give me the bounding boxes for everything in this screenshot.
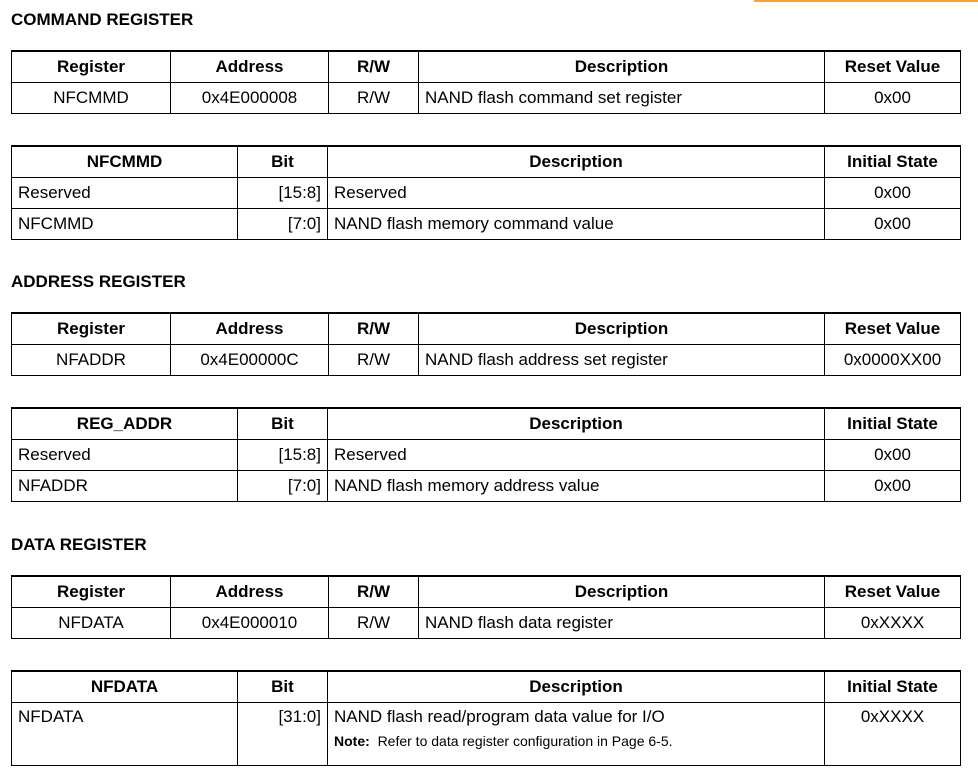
col-header-description: Description	[328, 408, 825, 440]
col-header-rw: R/W	[329, 576, 419, 608]
field-bits: [15:8]	[238, 178, 328, 209]
field-initial-state: 0x00	[825, 209, 961, 240]
note-text: Refer to data register configuration in Page 6-5.	[377, 733, 673, 749]
col-header-reset-value: Reset Value	[825, 576, 961, 608]
col-header-field: NFCMMD	[12, 146, 238, 178]
register-description: NAND flash address set register	[419, 345, 825, 376]
col-header-field: NFDATA	[12, 671, 238, 703]
data-register-heading: DATA REGISTER	[11, 535, 147, 554]
col-header-address: Address	[171, 313, 329, 345]
col-header-description: Description	[328, 671, 825, 703]
field-description: NAND flash memory command value	[328, 209, 825, 240]
col-header-rw: R/W	[329, 51, 419, 83]
col-header-address: Address	[171, 51, 329, 83]
field-description: Reserved	[328, 178, 825, 209]
field-name: NFCMMD	[12, 209, 238, 240]
register-reset-value: 0x00	[825, 83, 961, 114]
col-header-description: Description	[419, 576, 825, 608]
field-bits: [7:0]	[238, 209, 328, 240]
table-row	[12, 608, 961, 639]
header-accent-line	[754, 0, 978, 2]
command-register-heading: COMMAND REGISTER	[11, 10, 194, 29]
col-header-bit: Bit	[238, 408, 328, 440]
address-register-table	[11, 312, 961, 376]
field-name: NFADDR	[12, 471, 238, 502]
col-header-bit: Bit	[238, 671, 328, 703]
col-header-register: Register	[12, 576, 171, 608]
field-bits: [31:0]	[238, 703, 328, 766]
register-rw: R/W	[329, 345, 419, 376]
field-initial-state: 0x00	[825, 178, 961, 209]
data-bit-table	[11, 670, 961, 766]
field-description-with-note	[328, 703, 825, 766]
command-bit-table	[11, 145, 961, 240]
col-header-reset-value: Reset Value	[825, 313, 961, 345]
field-description: NAND flash memory address value	[328, 471, 825, 502]
register-rw: R/W	[329, 83, 419, 114]
command-register-table	[11, 50, 961, 114]
register-address: 0x4E000010	[171, 608, 329, 639]
note-label: Note:	[334, 733, 370, 749]
address-register-heading: ADDRESS REGISTER	[11, 272, 186, 291]
register-address: 0x4E000008	[171, 83, 329, 114]
address-bit-table	[11, 407, 961, 502]
col-header-address: Address	[171, 576, 329, 608]
field-bits: [15:8]	[238, 440, 328, 471]
col-header-bit: Bit	[238, 146, 328, 178]
col-header-register: Register	[12, 313, 171, 345]
register-description: NAND flash command set register	[419, 83, 825, 114]
field-name: Reserved	[12, 178, 238, 209]
table-row	[12, 440, 961, 471]
register-name: NFDATA	[12, 608, 171, 639]
note	[334, 727, 818, 749]
data-register-table	[11, 575, 961, 639]
register-address: 0x4E00000C	[171, 345, 329, 376]
table-row	[12, 703, 961, 766]
table-row	[12, 209, 961, 240]
table-row	[12, 345, 961, 376]
field-name: NFDATA	[12, 703, 238, 766]
col-header-description: Description	[328, 146, 825, 178]
col-header-field: REG_ADDR	[12, 408, 238, 440]
field-name: Reserved	[12, 440, 238, 471]
register-reset-value: 0x0000XX00	[825, 345, 961, 376]
col-header-initial-state: Initial State	[825, 146, 961, 178]
register-name: NFCMMD	[12, 83, 171, 114]
field-initial-state: 0x00	[825, 471, 961, 502]
field-initial-state: 0xXXXX	[825, 703, 961, 766]
col-header-reset-value: Reset Value	[825, 51, 961, 83]
field-description: NAND flash read/program data value for I/O	[334, 707, 665, 726]
table-row	[12, 83, 961, 114]
field-description: Reserved	[328, 440, 825, 471]
col-header-initial-state: Initial State	[825, 408, 961, 440]
col-header-rw: R/W	[329, 313, 419, 345]
field-bits: [7:0]	[238, 471, 328, 502]
register-description: NAND flash data register	[419, 608, 825, 639]
field-initial-state: 0x00	[825, 440, 961, 471]
table-row	[12, 471, 961, 502]
col-header-initial-state: Initial State	[825, 671, 961, 703]
col-header-description: Description	[419, 313, 825, 345]
register-rw: R/W	[329, 608, 419, 639]
col-header-description: Description	[419, 51, 825, 83]
table-row	[12, 178, 961, 209]
register-reset-value: 0xXXXX	[825, 608, 961, 639]
col-header-register: Register	[12, 51, 171, 83]
register-name: NFADDR	[12, 345, 171, 376]
